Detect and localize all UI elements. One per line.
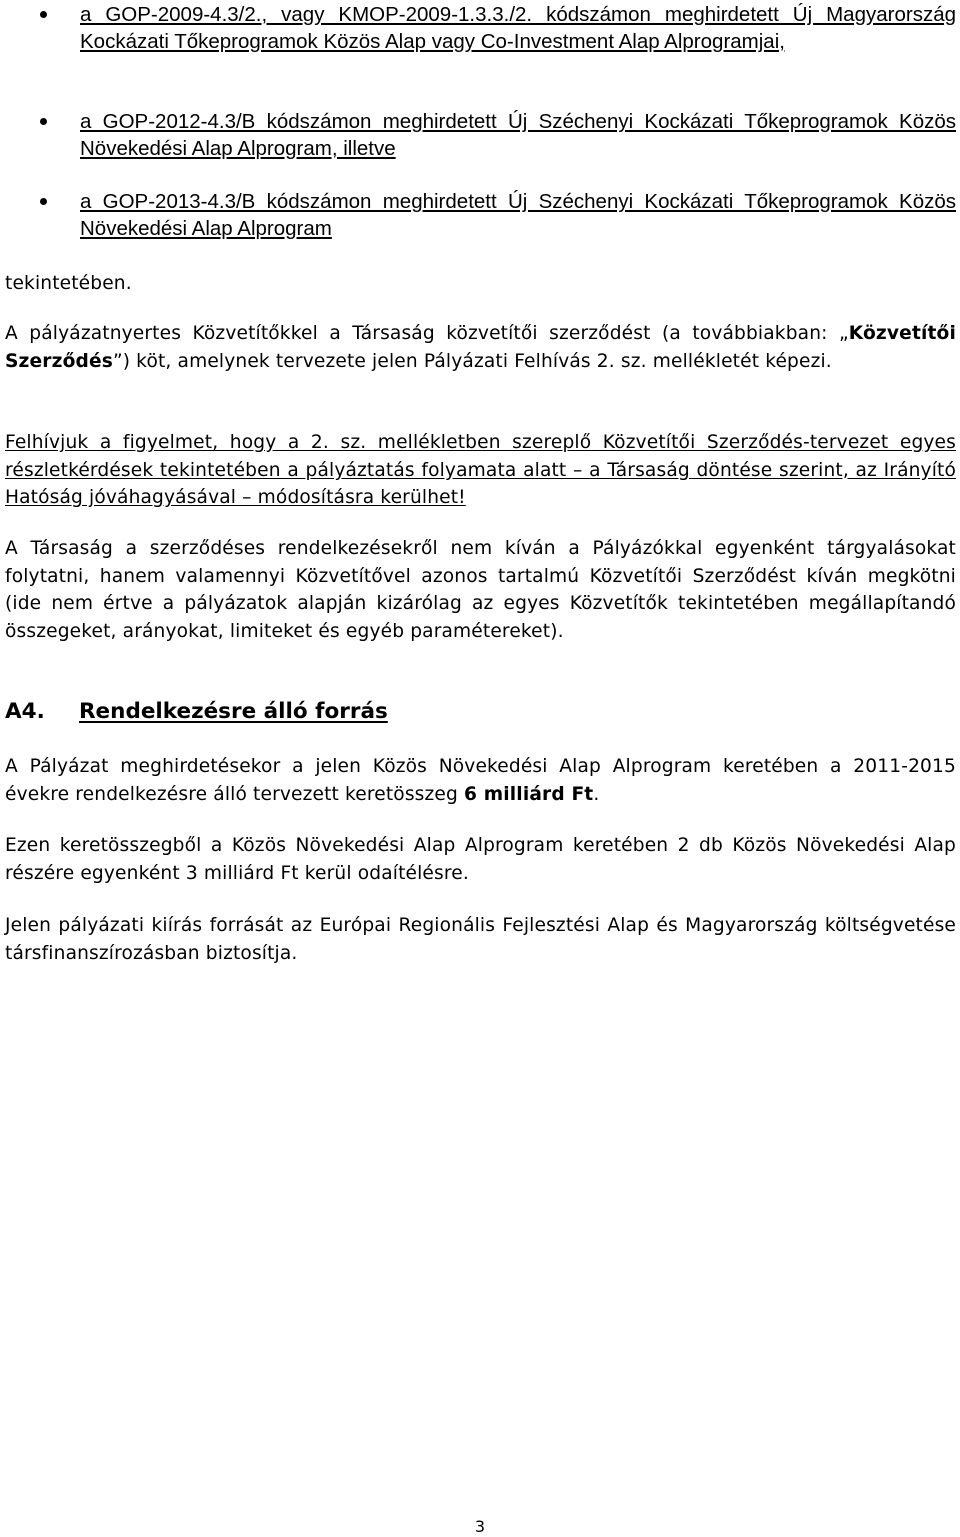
after-list-text: tekintetében. (5, 273, 132, 294)
intermediary-contract-term: Közvetítői Szerződés (5, 323, 956, 372)
bullet-dot-icon (40, 118, 47, 125)
bullet-dot-icon (40, 198, 47, 205)
bullet-item-1: a GOP-2009-4.3/2., vagy KMOP-2009-1.3.3./2. kódszámon meghirdetett Új Magyarország Kockázati Tőkeprogramok Közös Alap vagy Co-Investment Alap Alprogramjai, (80, 3, 956, 53)
budget-amount: 6 milliárd Ft (464, 783, 594, 805)
paragraph-budget (5, 753, 956, 808)
intermediary-text-part2: ”) köt, amelynek tervezete jelen Pályázati Felhívás 2. sz. mellékletét képezi. (112, 350, 832, 372)
bullet-item-2: a GOP-2012-4.3/B kódszámon meghirdetett Új Széchenyi Kockázati Tőkeprogramok Közös Növekedési Alap Alprogram, illetve (80, 110, 956, 160)
section-title: Rendelkezésre álló forrás (79, 699, 388, 724)
paragraph-funding-source: Jelen pályázati kiírás forrását az Európai Regionális Fejlesztési Alap és Magyarország költségvetése társfinanszírozásban biztosítja. (5, 915, 956, 964)
bullet-item-3: a GOP-2013-4.3/B kódszámon meghirdetett Új Széchenyi Kockázati Tőkeprogramok Közös Növekedési Alap Alprogram (80, 190, 956, 240)
section-number: A4. (5, 699, 45, 724)
section-heading (5, 697, 388, 727)
paragraph-notice: Felhívjuk a figyelmet, hogy a 2. sz. mellékletben szereplő Közvetítői Szerződés-tervezet egyes részletkérdések tekintetében a pályáztatás folyamata alatt – a Társaság döntése szerint, az Irányító Hatóság jóváhagyásával – módosításra kerülhet! (5, 432, 956, 508)
budget-text-part2: . (593, 783, 600, 805)
page-number: 3 (474, 1517, 486, 1536)
budget-text-part1: A Pályázat meghirdetésekor a jelen Közös Növekedési Alap Alprogram keretében a 2011-2015 évekre rendelkezésre álló tervezett keretösszeg (5, 756, 956, 805)
intermediary-text-part1: A pályázatnyertes Közvetítőkkel a Társaság közvetítői szerződést (a továbbiakban: „ (5, 323, 849, 344)
paragraph-allocation: Ezen keretösszegből a Közös Növekedési Alap Alprogram keretében 2 db Közös Növekedési Alap részére egyenként 3 milliárd Ft kerül odaítélésre. (5, 835, 956, 884)
paragraph-company-terms: A Társaság a szerződéses rendelkezésekről nem kíván a Pályázókkal egyenként tárgyalásokat folytatni, hanem valamennyi Közvetítővel azonos tartalmú Közvetítői Szerződést kíván megkötni (ide nem értve a pályázatok alapján kizárólag az egyes Közvetítők tekintetében megállapítandó összegeket, arányokat, limiteket és egyéb paramétereket). (5, 538, 956, 642)
paragraph-intermediary-contract (5, 320, 956, 375)
bullet-dot-icon (40, 11, 47, 18)
